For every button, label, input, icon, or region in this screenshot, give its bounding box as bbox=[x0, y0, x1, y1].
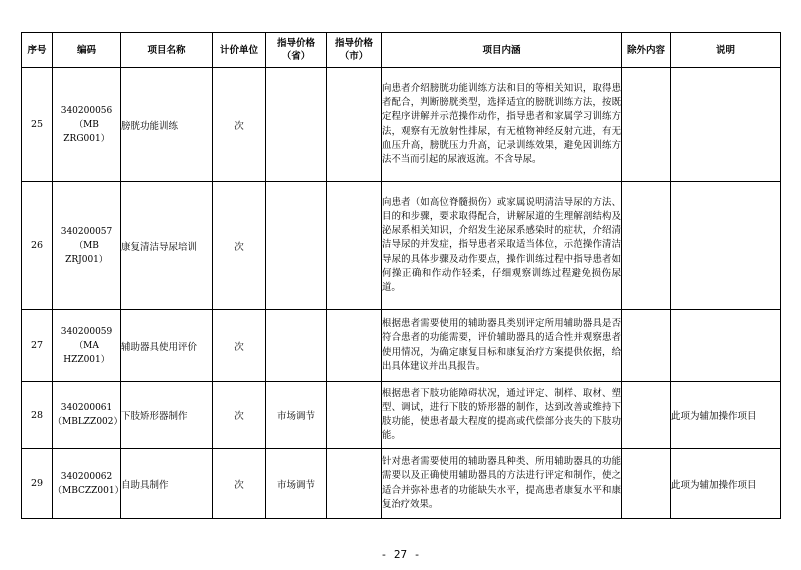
row-content: 针对患者需要使用的辅助器具种类、所用辅助器具的功能需要以及正确使用辅助器具的方法进行评定和制作，使之适合并弥补患者的功能缺失水平，提高患者康复水平和康复治疗效果。 bbox=[382, 449, 622, 519]
row-name: 辅助器具使用评价 bbox=[121, 310, 213, 382]
row-unit: 次 bbox=[213, 449, 266, 519]
header-price-province-line2: （省） bbox=[281, 51, 311, 62]
row-unit: 次 bbox=[213, 382, 266, 449]
page-number: - 27 - bbox=[380, 548, 421, 561]
row-seq: 28 bbox=[22, 382, 53, 449]
row-excluded bbox=[622, 382, 671, 449]
table-row bbox=[22, 382, 781, 449]
row-price-province bbox=[266, 182, 327, 310]
row-excluded bbox=[622, 68, 671, 182]
row-code bbox=[53, 382, 121, 449]
row-notes bbox=[671, 182, 781, 310]
row-price-province bbox=[266, 310, 327, 382]
row-notes bbox=[671, 310, 781, 382]
row-code-line2: ZRG001） bbox=[63, 133, 110, 144]
row-name: 自助具制作 bbox=[121, 449, 213, 519]
row-code bbox=[53, 310, 121, 382]
row-content: 向患者介绍膀胱功能训练方法和目的等相关知识，取得患者配合，判断膀胱类型，选择适宜的膀胱训练方法，按既定程序讲解并示范操作动作，指导患者和家属学习训练方法，观察有无放射性排尿，有无植物神经反射亢进，有无血压升高，膀胱压力升高，记录训练效果，避免因训练方法不当而引起的尿液返流。不含导尿。 bbox=[382, 68, 622, 182]
table-row bbox=[22, 449, 781, 519]
table-row bbox=[22, 182, 781, 310]
row-price-province bbox=[266, 68, 327, 182]
row-price-city bbox=[327, 68, 382, 182]
row-notes bbox=[671, 68, 781, 182]
row-seq: 26 bbox=[22, 182, 53, 310]
header-price-province-line1: 指导价格 bbox=[276, 38, 315, 49]
row-code-line2: ZRJ001） bbox=[65, 254, 108, 265]
row-price-city bbox=[327, 310, 382, 382]
header-price-province bbox=[266, 33, 327, 68]
row-price-city bbox=[327, 382, 382, 449]
row-code-line1: 340200056（MB bbox=[60, 105, 113, 130]
header-row bbox=[22, 33, 781, 68]
row-excluded bbox=[622, 449, 671, 519]
row-code-line2: （MBCZZ001） bbox=[53, 485, 124, 496]
row-code-line2: （MBLZZ002） bbox=[53, 417, 123, 427]
header-seq: 序号 bbox=[22, 33, 53, 68]
row-seq: 27 bbox=[22, 310, 53, 382]
row-code bbox=[53, 68, 121, 182]
header-price-city-line1: 指导价格 bbox=[334, 38, 373, 49]
header-notes: 说明 bbox=[671, 33, 781, 68]
row-price-province: 市场调节 bbox=[266, 382, 327, 449]
row-code bbox=[53, 449, 124, 519]
row-unit: 次 bbox=[213, 182, 266, 310]
price-table bbox=[21, 32, 781, 519]
row-code-line1: 340200059（MA bbox=[60, 326, 113, 351]
row-name: 膀胱功能训练 bbox=[121, 68, 213, 182]
row-excluded bbox=[622, 310, 671, 382]
row-code-line1: 340200057（MB bbox=[60, 226, 113, 251]
row-notes: 此项为辅加操作项目 bbox=[671, 382, 781, 449]
header-excluded: 除外内容 bbox=[622, 33, 671, 68]
row-unit: 次 bbox=[213, 310, 266, 382]
row-name: 下肢矫形器制作 bbox=[121, 382, 213, 449]
row-price-province: 市场调节 bbox=[266, 449, 327, 519]
row-content: 根据患者需要使用的辅助器具类别评定所用辅助器具是否符合患者的功能需要，评价辅助器具的适合性并观察患者使用情况，为确定康复目标和康复治疗方案提供依据，给出具体建议并出具报告。 bbox=[382, 310, 622, 382]
row-seq: 29 bbox=[22, 449, 53, 519]
row-price-city bbox=[327, 182, 382, 310]
row-notes: 此项为辅加操作项目 bbox=[671, 449, 781, 519]
row-unit: 次 bbox=[213, 68, 266, 182]
header-price-city bbox=[327, 33, 382, 68]
row-code bbox=[53, 182, 121, 310]
row-code-line1: 340200062 bbox=[60, 471, 113, 482]
header-code: 编码 bbox=[53, 33, 121, 68]
header-content: 项目内涵 bbox=[382, 33, 622, 68]
row-seq: 25 bbox=[22, 68, 53, 182]
header-price-city-line2: （市） bbox=[339, 51, 369, 62]
row-price-city bbox=[327, 449, 382, 519]
table-row bbox=[22, 310, 781, 382]
row-content: 向患者（如高位脊髓损伤）或家属说明清洁导尿的方法、目的和步骤，要求取得配合，讲解尿道的生理解剖结构及泌尿系相关知识，介绍发生泌尿系感染时的症状，介绍清洁导尿的并发症，指导患者采取适当体位，示范操作清洁导尿的具体步骤及动作要点，操作训练过程中指导患者如何操正确和作动作轻柔，仔细观察训练过程避免损伤尿道。 bbox=[382, 182, 622, 310]
row-content: 根据患者下肢功能障碍状况，通过评定、制样、取材、塑型、调试，进行下肢的矫形器的制作，达到改善或维持下肢功能，使患者最大程度的提高或代偿部分丧失的下肢功能。 bbox=[382, 382, 622, 449]
row-name: 康复清洁导尿培训 bbox=[121, 182, 213, 310]
row-code-line1: 340200061 bbox=[60, 403, 113, 413]
header-unit: 计价单位 bbox=[213, 33, 266, 68]
header-name: 项目名称 bbox=[121, 33, 213, 68]
table-row bbox=[22, 68, 781, 182]
row-excluded bbox=[622, 182, 671, 310]
row-code-line2: HZZ001） bbox=[63, 354, 110, 365]
